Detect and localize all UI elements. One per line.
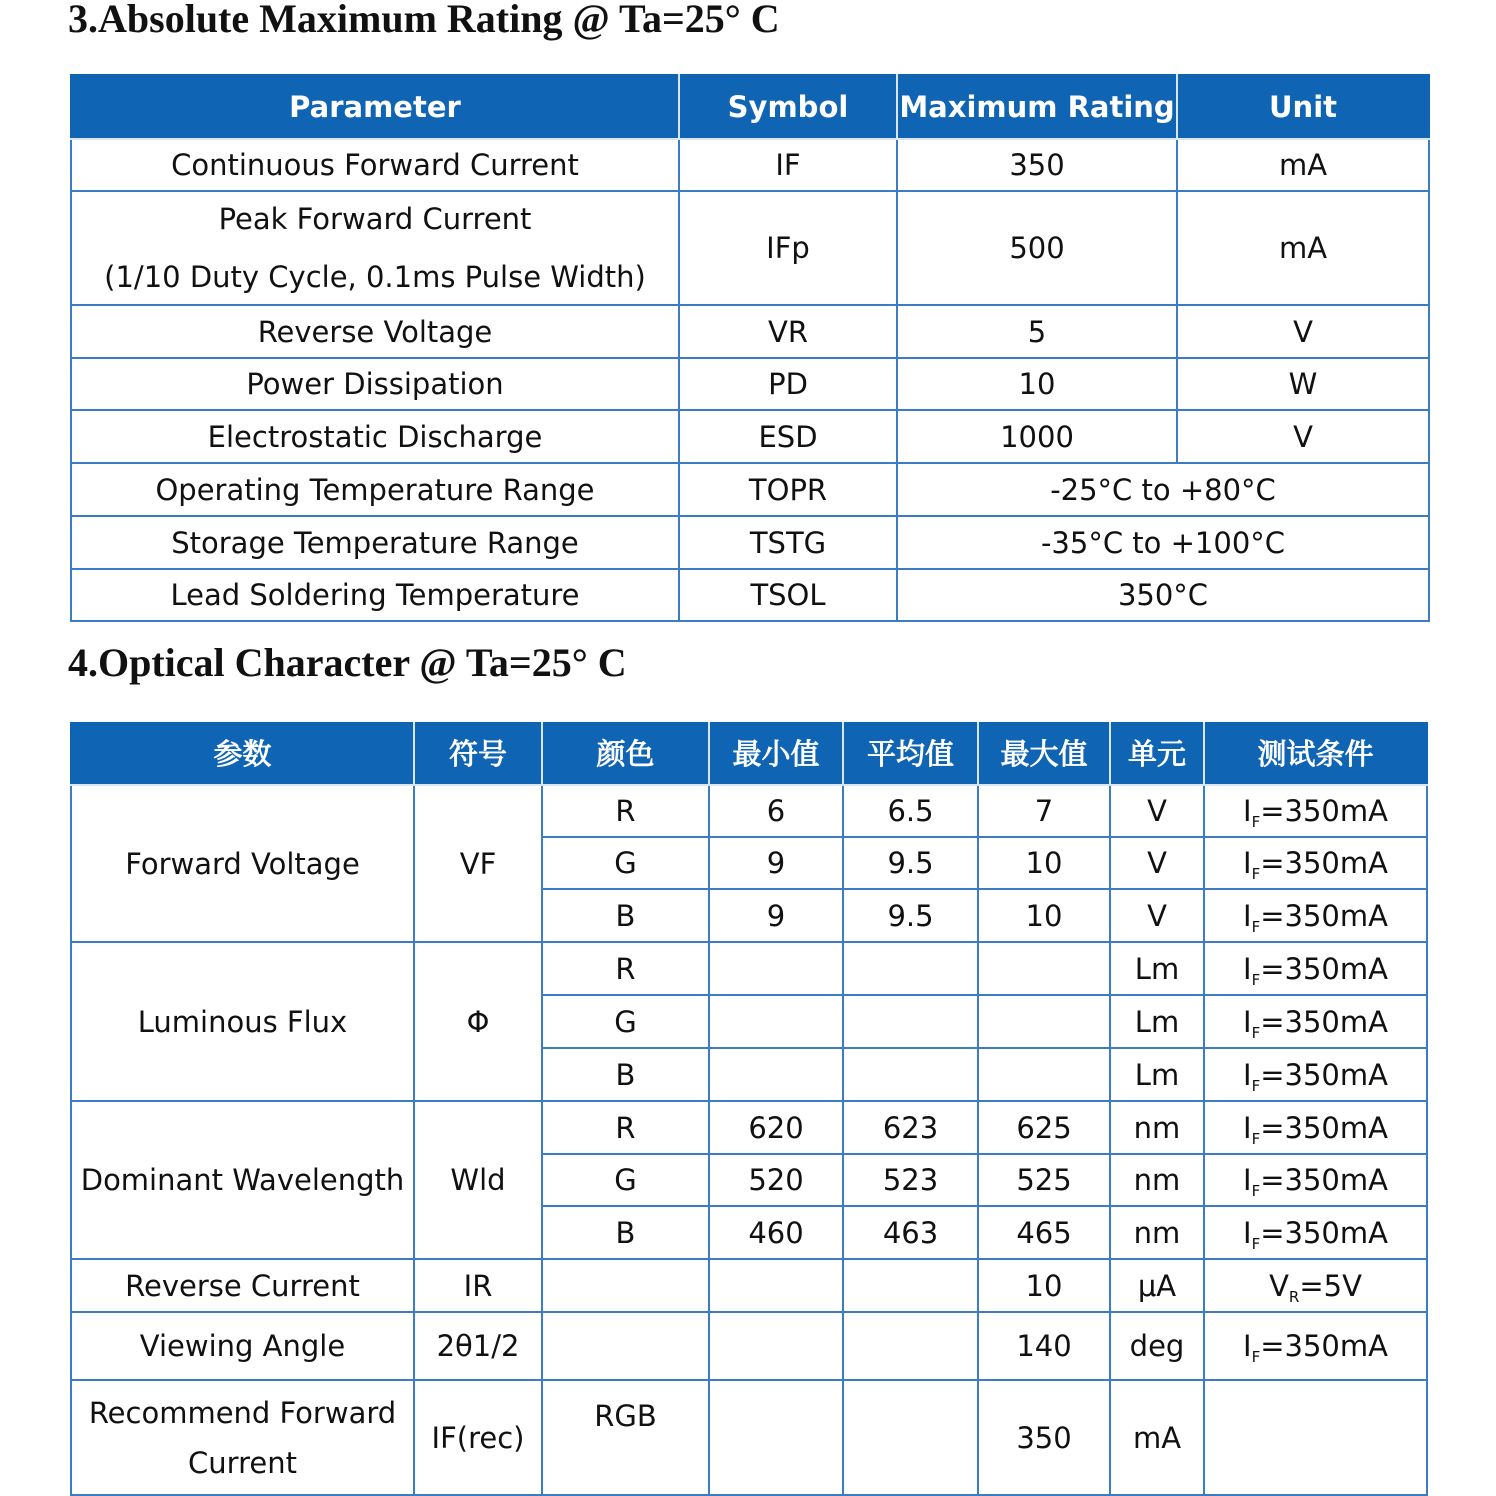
- cell-min: [709, 1380, 843, 1495]
- cell-color: G: [542, 837, 709, 889]
- cell-color: B: [542, 1206, 709, 1259]
- cell-symbol: Wld: [414, 1101, 542, 1259]
- cell-max: 625: [978, 1101, 1110, 1154]
- cell-unit: nm: [1110, 1101, 1204, 1154]
- cell-max: 350: [978, 1380, 1110, 1495]
- cell-min: [709, 1259, 843, 1312]
- condition-prefix: I: [1243, 1110, 1252, 1145]
- cell-parameter: Storage Temperature Range: [71, 516, 679, 569]
- cell-min: 520: [709, 1154, 843, 1206]
- cell-symbol: VF: [414, 785, 542, 942]
- cell-unit: nm: [1110, 1206, 1204, 1259]
- cell-unit: W: [1177, 358, 1429, 410]
- cell-unit: deg: [1110, 1312, 1204, 1380]
- cell-max: 465: [978, 1206, 1110, 1259]
- condition-value: =350mA: [1260, 1163, 1388, 1197]
- cell-parameter: Power Dissipation: [71, 358, 679, 410]
- table-row: [71, 191, 1429, 305]
- cell-avg: [843, 1380, 978, 1495]
- condition-subscript: R: [1288, 1287, 1300, 1306]
- table-header-row: [71, 723, 1427, 785]
- cell-avg: 9.5: [843, 889, 978, 942]
- cell-symbol: IR: [414, 1259, 542, 1312]
- table-header-row: [71, 75, 1429, 139]
- condition-subscript: F: [1251, 1023, 1261, 1042]
- cell-color: R: [542, 1101, 709, 1154]
- table-row: [71, 305, 1429, 358]
- cell-symbol: TOPR: [679, 463, 897, 516]
- cell-avg: [843, 1312, 978, 1380]
- cell-min: 620: [709, 1101, 843, 1154]
- cell-avg: [843, 1048, 978, 1101]
- cell-unit: mA: [1177, 191, 1429, 305]
- table-row: [71, 139, 1429, 191]
- header-param: 参数: [71, 723, 414, 785]
- parameter-note: (1/10 Duty Cycle, 0.1ms Pulse Width): [104, 260, 646, 294]
- condition-value: =350mA: [1260, 1329, 1388, 1363]
- cell-unit: mA: [1177, 139, 1429, 191]
- cell-color: G: [542, 1154, 709, 1206]
- cell-min: [709, 995, 843, 1048]
- cell-min: 9: [709, 837, 843, 889]
- cell-symbol: IF: [679, 139, 897, 191]
- cell-unit: Lm: [1110, 995, 1204, 1048]
- table-row: [71, 1259, 1427, 1312]
- cell-avg: 6.5: [843, 785, 978, 837]
- condition-value: =350mA: [1260, 846, 1388, 880]
- header-maximum-rating: Maximum Rating: [897, 75, 1177, 139]
- condition-subscript: F: [1251, 813, 1261, 831]
- cell-condition: [1204, 1312, 1427, 1380]
- cell-max: 10: [978, 1259, 1110, 1312]
- cell-condition: [1204, 1380, 1427, 1495]
- condition-value: =350mA: [1260, 794, 1388, 828]
- cell-condition: [1204, 1101, 1427, 1154]
- cell-parameter: [71, 191, 679, 305]
- condition-subscript: F: [1251, 1182, 1261, 1200]
- cell-symbol: IFp: [679, 191, 897, 305]
- table-row: [71, 463, 1429, 516]
- cell-max: [978, 995, 1110, 1048]
- table-row: [71, 569, 1429, 621]
- cell-rating: -25°C to +80°C: [897, 463, 1429, 516]
- condition-prefix: I: [1243, 846, 1252, 880]
- color-label: RGB: [594, 1399, 657, 1433]
- header-test-condition: 测试条件: [1204, 723, 1427, 785]
- header-unit: 单元: [1110, 723, 1204, 785]
- cell-symbol: Φ: [414, 942, 542, 1101]
- optical-character-table: [70, 722, 1428, 1496]
- table-row: [71, 410, 1429, 463]
- header-avg: 平均值: [843, 723, 978, 785]
- section3-title: 3.Absolute Maximum Rating @ Ta=25° C: [68, 0, 780, 41]
- cell-rating: -35°C to +100°C: [897, 516, 1429, 569]
- cell-parameter: Operating Temperature Range: [71, 463, 679, 516]
- cell-parameter: Electrostatic Discharge: [71, 410, 679, 463]
- condition-value: =350mA: [1260, 1057, 1388, 1092]
- condition-subscript: F: [1251, 1348, 1261, 1366]
- cell-unit: V: [1110, 889, 1204, 942]
- condition-prefix: I: [1243, 794, 1252, 828]
- header-max: 最大值: [978, 723, 1110, 785]
- condition-value: =350mA: [1260, 1004, 1388, 1039]
- cell-param: Reverse Current: [71, 1259, 414, 1312]
- cell-param: Forward Voltage: [71, 785, 414, 942]
- cell-parameter: Continuous Forward Current: [71, 139, 679, 191]
- cell-avg: [843, 942, 978, 995]
- cell-avg: 9.5: [843, 837, 978, 889]
- absolute-maximum-rating-table: [70, 74, 1430, 622]
- cell-color: [542, 1312, 709, 1380]
- parameter-line: Peak Forward Current: [218, 202, 532, 236]
- condition-prefix: V: [1269, 1268, 1289, 1303]
- cell-avg: 463: [843, 1206, 978, 1259]
- cell-symbol: TSOL: [679, 569, 897, 621]
- param-line: Current: [188, 1445, 297, 1480]
- header-symbol: 符号: [414, 723, 542, 785]
- cell-max: 7: [978, 785, 1110, 837]
- cell-condition: [1204, 1206, 1427, 1259]
- cell-avg: [843, 1259, 978, 1312]
- header-color: 颜色: [542, 723, 709, 785]
- cell-min: 460: [709, 1206, 843, 1259]
- condition-prefix: I: [1243, 951, 1252, 986]
- cell-symbol: TSTG: [679, 516, 897, 569]
- table-row: [71, 1312, 1427, 1380]
- cell-color: [542, 1380, 709, 1495]
- cell-color: R: [542, 942, 709, 995]
- condition-prefix: I: [1243, 1057, 1252, 1092]
- header-symbol: Symbol: [679, 75, 897, 139]
- cell-symbol: ESD: [679, 410, 897, 463]
- condition-value: =350mA: [1260, 1215, 1388, 1250]
- condition-prefix: I: [1243, 1329, 1252, 1363]
- section4-title: 4.Optical Character @ Ta=25° C: [68, 640, 627, 685]
- table-row: [71, 1380, 1427, 1495]
- table-row: [71, 1101, 1427, 1154]
- cell-max: 140: [978, 1312, 1110, 1380]
- cell-param: [71, 1380, 414, 1495]
- cell-condition: [1204, 1154, 1427, 1206]
- cell-max: 525: [978, 1154, 1110, 1206]
- cell-parameter: Lead Soldering Temperature: [71, 569, 679, 621]
- cell-max: 10: [978, 889, 1110, 942]
- cell-unit: nm: [1110, 1154, 1204, 1206]
- table-row: [71, 785, 1427, 837]
- cell-symbol: IF(rec): [414, 1380, 542, 1495]
- condition-subscript: F: [1251, 865, 1261, 883]
- condition-subscript: F: [1251, 970, 1261, 989]
- cell-min: 6: [709, 785, 843, 837]
- cell-rating: 1000: [897, 410, 1177, 463]
- cell-min: [709, 1048, 843, 1101]
- cell-condition: [1204, 889, 1427, 942]
- cell-color: B: [542, 889, 709, 942]
- cell-condition: [1204, 785, 1427, 837]
- condition-value: =5V: [1299, 1268, 1362, 1303]
- condition-subscript: F: [1251, 1234, 1261, 1253]
- cell-condition: [1204, 942, 1427, 995]
- table-row: [71, 942, 1427, 995]
- cell-condition: [1204, 1048, 1427, 1101]
- cell-color: G: [542, 995, 709, 1048]
- cell-param: Viewing Angle: [71, 1312, 414, 1380]
- cell-condition: [1204, 837, 1427, 889]
- cell-color: R: [542, 785, 709, 837]
- cell-rating: 10: [897, 358, 1177, 410]
- cell-min: [709, 1312, 843, 1380]
- cell-rating: 350°C: [897, 569, 1429, 621]
- cell-color: [542, 1259, 709, 1312]
- cell-unit: Lm: [1110, 1048, 1204, 1101]
- condition-value: =350mA: [1260, 898, 1388, 933]
- cell-avg: [843, 995, 978, 1048]
- cell-rating: 350: [897, 139, 1177, 191]
- cell-max: [978, 1048, 1110, 1101]
- condition-prefix: I: [1243, 1163, 1252, 1197]
- cell-min: [709, 942, 843, 995]
- cell-unit: mA: [1110, 1380, 1204, 1495]
- cell-symbol: 2θ1/2: [414, 1312, 542, 1380]
- cell-avg: 623: [843, 1101, 978, 1154]
- cell-param: Luminous Flux: [71, 942, 414, 1101]
- table-row: [71, 516, 1429, 569]
- condition-prefix: I: [1243, 1004, 1252, 1039]
- cell-param: Dominant Wavelength: [71, 1101, 414, 1259]
- cell-unit: V: [1177, 305, 1429, 358]
- condition-subscript: F: [1251, 1129, 1261, 1148]
- cell-unit: μA: [1110, 1259, 1204, 1312]
- cell-rating: 5: [897, 305, 1177, 358]
- cell-unit: V: [1110, 785, 1204, 837]
- cell-unit: V: [1110, 837, 1204, 889]
- cell-unit: V: [1177, 410, 1429, 463]
- header-min: 最小值: [709, 723, 843, 785]
- condition-prefix: I: [1243, 1215, 1252, 1250]
- condition-prefix: I: [1243, 898, 1252, 933]
- cell-max: [978, 942, 1110, 995]
- cell-symbol: PD: [679, 358, 897, 410]
- param-line: Recommend Forward: [88, 1395, 397, 1430]
- header-unit: Unit: [1177, 75, 1429, 139]
- condition-value: =350mA: [1260, 951, 1388, 986]
- condition-subscript: F: [1251, 917, 1261, 936]
- condition-value: =350mA: [1260, 1110, 1388, 1145]
- condition-subscript: F: [1251, 1076, 1261, 1095]
- header-parameter: Parameter: [71, 75, 679, 139]
- cell-unit: Lm: [1110, 942, 1204, 995]
- cell-color: B: [542, 1048, 709, 1101]
- cell-rating: 500: [897, 191, 1177, 305]
- cell-avg: 523: [843, 1154, 978, 1206]
- cell-condition: [1204, 995, 1427, 1048]
- cell-min: 9: [709, 889, 843, 942]
- cell-parameter: Reverse Voltage: [71, 305, 679, 358]
- cell-symbol: VR: [679, 305, 897, 358]
- cell-condition: [1204, 1259, 1427, 1312]
- table-row: [71, 358, 1429, 410]
- cell-max: 10: [978, 837, 1110, 889]
